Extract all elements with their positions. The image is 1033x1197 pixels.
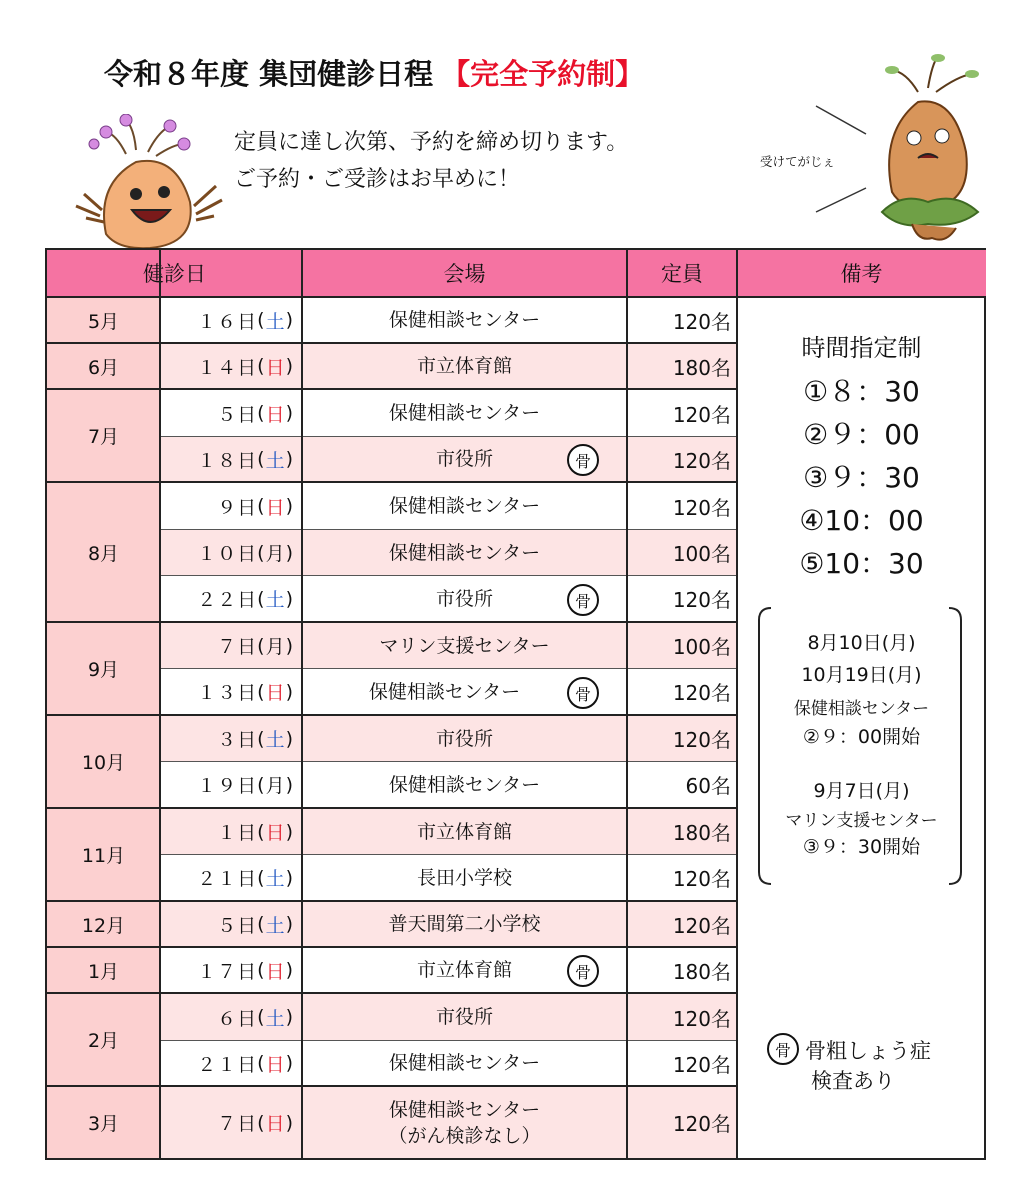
date-cell: ６日 ( 土 ) (160, 994, 302, 1041)
month-cell: 9月 (47, 623, 160, 716)
date-cell: １７日 ( 日 ) (160, 948, 302, 994)
month-cell: 6月 (47, 344, 160, 390)
page-title (104, 52, 644, 93)
capacity-cell: 120名 (627, 716, 737, 762)
capacity-cell: 180名 (627, 948, 737, 994)
month-cell: 5月 (47, 298, 160, 344)
month-cell: 3月 (47, 1087, 160, 1158)
header-venue: 会場 (302, 250, 627, 298)
venue-cell: 市役所 (302, 716, 627, 762)
date-cell: ９日 ( 日 ) (160, 483, 302, 530)
venue-cell: 市役所 (302, 994, 627, 1041)
venue-cell: 保健相談センター (302, 390, 627, 437)
special-date: 8月10日(月) (807, 632, 916, 654)
date-cell: １日 ( 日 ) (160, 809, 302, 855)
month-cell: 12月 (47, 902, 160, 948)
bone-density-mark: 骨 (567, 584, 599, 616)
date-cell: １６日 ( 土 ) (160, 298, 302, 344)
capacity-cell: 100名 (627, 530, 737, 576)
month-cell: 7月 (47, 390, 160, 483)
bone-density-mark: 骨 (567, 955, 599, 987)
capacity-cell: 180名 (627, 344, 737, 390)
venue-cell: 普天間第二小学校 (302, 902, 627, 948)
venue-cell: 市立体育館 (302, 809, 627, 855)
date-cell: １９日 ( 月 ) (160, 762, 302, 809)
header-date: 健診日 (47, 250, 302, 298)
date-cell: ５日 ( 日 ) (160, 390, 302, 437)
mascot-right-illustration (862, 52, 992, 248)
venue-cell: 長田小学校 (302, 855, 627, 902)
bone-legend-icon: 骨 (767, 1033, 799, 1065)
header-capacity: 定員 (627, 250, 737, 298)
capacity-cell: 100名 (627, 623, 737, 669)
venue-cell: マリン支援センター (302, 623, 627, 669)
time-slot: ③９：30 (803, 461, 920, 494)
date-cell: ５日 ( 土 ) (160, 902, 302, 948)
capacity-cell: 120名 (627, 1087, 737, 1158)
time-slot: ②９：00 (803, 418, 920, 451)
legend-text: 骨粗しょう症 (805, 1039, 931, 1063)
date-cell: ３日 ( 土 ) (160, 716, 302, 762)
date-cell: １４日 ( 日 ) (160, 344, 302, 390)
header-remarks: 備考 (737, 250, 986, 298)
bone-density-mark: 骨 (567, 444, 599, 476)
special-time: ③９：30開始 (802, 836, 921, 858)
venue-cell: 保健相談センター (302, 762, 627, 809)
time-slot: ④10：00 (799, 504, 924, 537)
date-cell: ７日 ( 月 ) (160, 623, 302, 669)
date-cell: ２２日 ( 土 ) (160, 576, 302, 623)
remarks-panel (737, 298, 986, 1158)
intro-line-1: 定員に達し次第、予約を締め切ります。 (234, 130, 629, 155)
capacity-cell: 120名 (627, 437, 737, 483)
capacity-cell: 60名 (627, 762, 737, 809)
time-slot: ①８：30 (803, 375, 920, 408)
special-date: 9月7日(月) (813, 780, 910, 802)
mascot-speech-text: 受けてがじぇ (760, 154, 836, 169)
date-cell: １８日 ( 土 ) (160, 437, 302, 483)
capacity-cell: 120名 (627, 994, 737, 1041)
capacity-cell: 120名 (627, 855, 737, 902)
date-cell: １０日 ( 月 ) (160, 530, 302, 576)
venue-cell: 保健相談センター (302, 298, 627, 344)
schedule-table (45, 248, 986, 1160)
month-cell: 11月 (47, 809, 160, 902)
capacity-cell: 120名 (627, 1041, 737, 1087)
venue-cell: 市役所 (302, 576, 627, 623)
venue-cell: 保健相談センター (302, 483, 627, 530)
venue-cell: 市立体育館 (302, 948, 627, 994)
date-cell: ２１日 ( 日 ) (160, 1041, 302, 1087)
month-cell: 10月 (47, 716, 160, 809)
capacity-cell: 120名 (627, 483, 737, 530)
venue-cell: 市立体育館 (302, 344, 627, 390)
time-slot-title: 時間指定制 (801, 334, 922, 362)
mascot-left-illustration (66, 114, 226, 254)
capacity-cell: 120名 (627, 902, 737, 948)
venue-cell: 保健相談センター (302, 530, 627, 576)
capacity-cell: 120名 (627, 390, 737, 437)
special-time: ②９：00開始 (802, 726, 921, 748)
capacity-cell: 120名 (627, 298, 737, 344)
special-date: 10月19日(月) (801, 664, 922, 686)
intro-line-2: ご予約・ご受診はお早めに！ (234, 167, 521, 192)
grid-line (626, 250, 628, 1158)
venue-cell: 保健相談センター (302, 1041, 627, 1087)
special-venue: 保健相談センター (793, 699, 930, 719)
grid-line (159, 250, 161, 1158)
date-cell: ７日 ( 日 ) (160, 1087, 302, 1158)
bone-density-mark: 骨 (567, 677, 599, 709)
venue-cell: 保健相談センター （がん検診なし） (302, 1087, 627, 1158)
grid-line (301, 250, 303, 1158)
title-reservation-flag: 【完全予約制】 (441, 57, 645, 91)
date-cell: １３日 ( 日 ) (160, 669, 302, 716)
title-main: 令和８年度 集団健診日程 (104, 57, 434, 91)
capacity-cell: 180名 (627, 809, 737, 855)
month-cell: 8月 (47, 483, 160, 623)
intro-message (234, 124, 628, 198)
capacity-cell: 120名 (627, 669, 737, 716)
date-cell: ２１日 ( 土 ) (160, 855, 302, 902)
venue-cell: 保健相談センター (302, 669, 627, 716)
month-cell: 1月 (47, 948, 160, 994)
time-slot: ⑤10：30 (799, 547, 924, 580)
venue-cell: 市役所 (302, 437, 627, 483)
month-cell: 2月 (47, 994, 160, 1087)
capacity-cell: 120名 (627, 576, 737, 623)
legend-text: 検査あり (811, 1069, 895, 1093)
special-venue: マリン支援センター (785, 811, 938, 831)
